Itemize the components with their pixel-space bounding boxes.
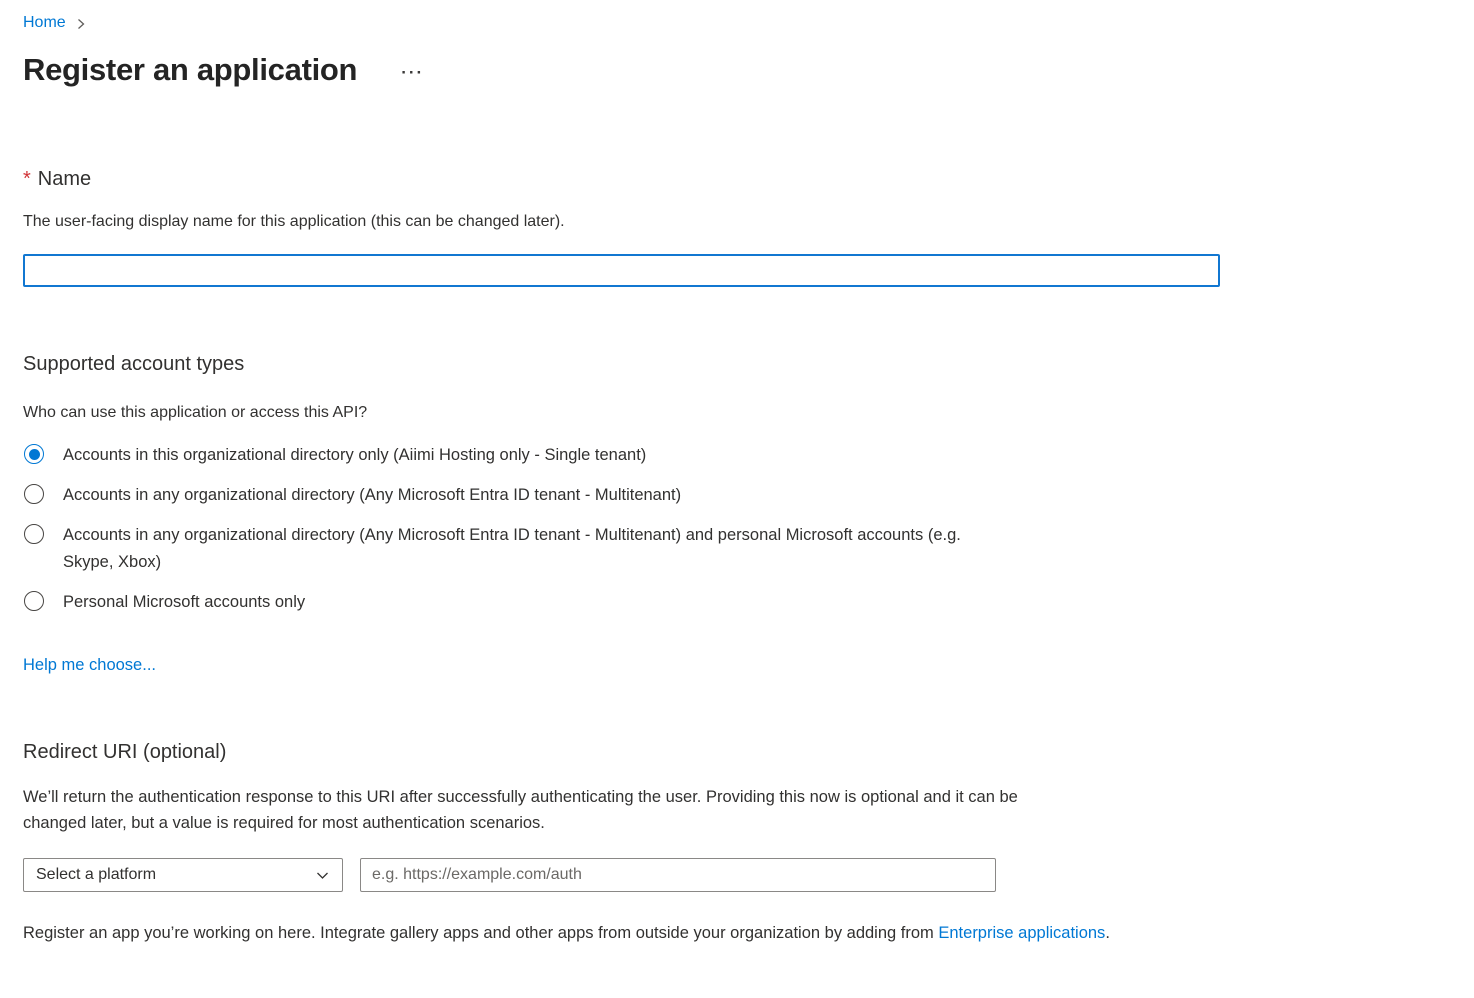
required-asterisk: *	[23, 168, 31, 190]
redirect-uri-description: We’ll return the authentication response to this URI after successfully authenticating the user. Providing this now is optional and it can be changed later, but a value is required for most authentication scenarios.	[23, 788, 1018, 832]
radio-option-single-tenant[interactable]	[23, 442, 1474, 469]
radio-button-icon[interactable]	[24, 591, 44, 611]
radio-option-multitenant[interactable]	[23, 482, 1474, 509]
breadcrumb-home-link[interactable]: Home	[23, 14, 66, 31]
radio-option-label: Accounts in any organizational directory (Any Microsoft Entra ID tenant - Multitenant)	[63, 486, 682, 504]
name-field-label	[23, 168, 1474, 191]
footer-text: Register an app you’re working on here. Integrate gallery apps and other apps from outside your organization by adding from	[23, 924, 939, 942]
supported-account-types-heading: Supported account types	[23, 353, 245, 375]
name-description: The user-facing display name for this application (this can be changed later).	[23, 213, 565, 230]
ellipsis-icon: ···	[401, 62, 425, 82]
platform-select-value: Select a platform	[36, 866, 157, 883]
platform-select[interactable]	[23, 858, 343, 892]
radio-option-label: Personal Microsoft accounts only	[63, 593, 306, 611]
radio-option-label: Accounts in this organizational directory only (Aiimi Hosting only - Single tenant)	[63, 446, 647, 464]
chevron-down-icon	[315, 868, 330, 883]
footer-text-end: .	[1105, 924, 1110, 942]
title-row	[23, 52, 1474, 88]
name-input[interactable]	[23, 254, 1220, 287]
account-types-radio-group	[23, 442, 1474, 616]
chevron-right-icon	[75, 18, 87, 30]
help-me-choose-link[interactable]: Help me choose...	[23, 656, 156, 674]
redirect-uri-input[interactable]	[360, 858, 996, 892]
radio-option-multitenant-personal[interactable]	[23, 522, 1474, 576]
radio-option-label: Accounts in any organizational directory (Any Microsoft Entra ID tenant - Multitenant) and personal Microsoft accounts (e.g. Skype, Xbox)	[63, 526, 961, 571]
radio-option-personal-only[interactable]	[23, 589, 1474, 616]
radio-button-icon[interactable]	[24, 484, 44, 504]
radio-button-icon[interactable]	[24, 524, 44, 544]
enterprise-applications-link[interactable]: Enterprise applications	[938, 924, 1106, 942]
page-title: Register an application	[23, 52, 358, 87]
more-options-button[interactable]	[401, 64, 424, 81]
breadcrumb	[23, 12, 1474, 34]
name-label: Name	[37, 168, 92, 190]
account-types-question: Who can use this application or access this API?	[23, 404, 368, 421]
redirect-uri-controls	[23, 858, 1474, 892]
radio-button-icon[interactable]	[24, 444, 44, 464]
footer-note	[23, 924, 1474, 943]
redirect-uri-heading: Redirect URI (optional)	[23, 741, 227, 763]
